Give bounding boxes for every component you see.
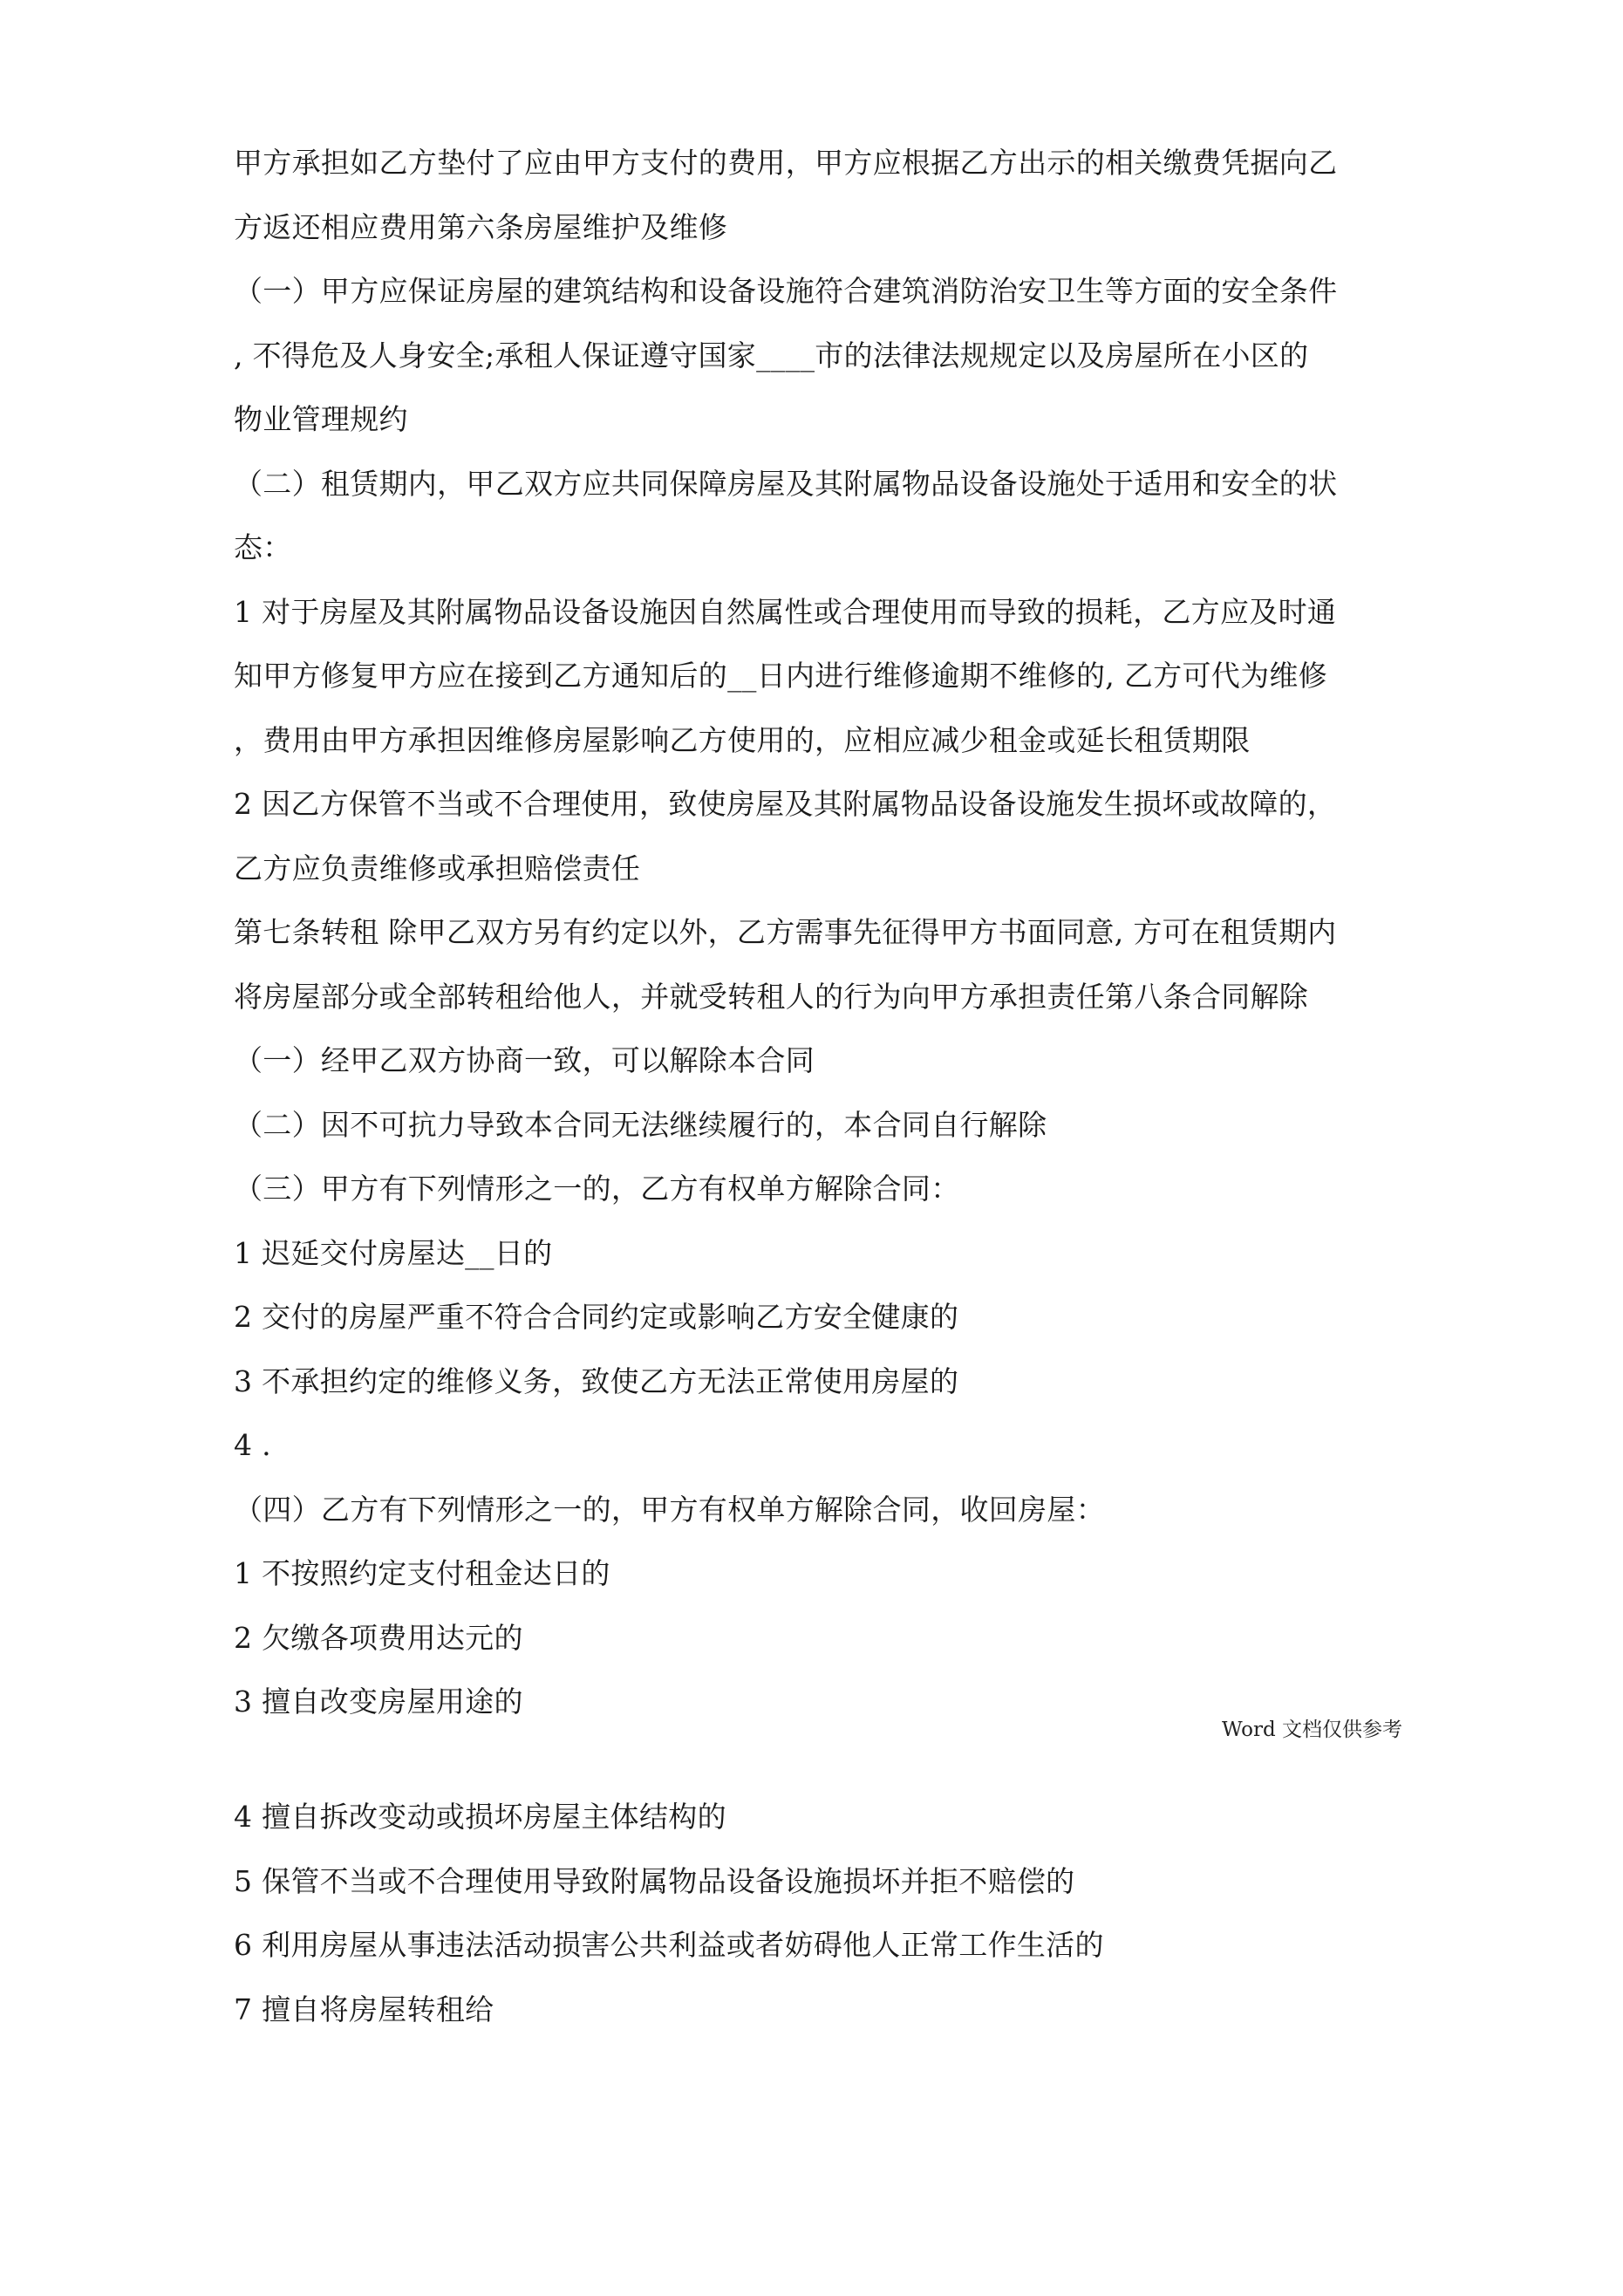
text-line: 将房屋部分或全部转租给他人，并就受转租人的行为向甲方承担责任第八条合同解除 <box>234 979 1309 1014</box>
text-line: 2 交付的房屋严重不符合合同约定或影响乙方安全健康的 <box>234 1300 959 1334</box>
text-line: （二）租赁期内，甲乙双方应共同保障房屋及其附属物品设备设施处于适用和安全的状 <box>234 466 1338 501</box>
text-line: 第七条转租 除甲乙双方另有约定以外，乙方需事先征得甲方书面同意, 方可在租赁期内 <box>234 915 1337 949</box>
text-line: （一）经甲乙双方协商一致，可以解除本合同 <box>234 1043 815 1077</box>
text-line: （一）甲方应保证房屋的建筑结构和设备设施符合建筑消防治安卫生等方面的安全条件 <box>234 274 1338 308</box>
text-line: （二）因不可抗力导致本合同无法继续履行的，本合同自行解除 <box>234 1107 1047 1142</box>
text-line: 1 迟延交付房屋达__日的 <box>234 1235 553 1270</box>
text-line: 方返还相应费用第六条房屋维护及维修 <box>234 209 728 244</box>
text-line: （四）乙方有下列情形之一的，甲方有权单方解除合同，收回房屋： <box>234 1492 1105 1527</box>
text-line: 2 因乙方保管不当或不合理使用，致使房屋及其附属物品设备设施发生损坏或故障的， <box>234 787 1337 821</box>
document-body-bottom <box>234 1785 1402 2041</box>
text-line: 4 擅自拆改变动或损坏房屋主体结构的 <box>234 1800 726 1834</box>
text-line: 1 对于房屋及其附属物品设备设施因自然属性或合理使用而导致的损耗，乙方应及时通 <box>234 594 1337 629</box>
text-line: 1 不按照约定支付租金达日的 <box>234 1556 610 1590</box>
document-body-top <box>234 131 1402 1734</box>
text-line: 7 擅自将房屋转租给 <box>234 1992 494 2026</box>
text-line: 6 利用房屋从事违法活动损害公共利益或者妨碍他人正常工作生活的 <box>234 1928 1104 1962</box>
text-line: 4 . <box>234 1428 271 1462</box>
text-line: 态： <box>234 530 292 564</box>
text-line: 甲方承担如乙方垫付了应由甲方支付的费用，甲方应根据乙方出示的相关缴费凭据向乙 <box>234 146 1338 180</box>
text-line: 3 不承担约定的维修义务，致使乙方无法正常使用房屋的 <box>234 1363 959 1398</box>
text-line: ，费用由甲方承担因维修房屋影响乙方使用的，应相应减少租金或延长租赁期限 <box>234 722 1251 757</box>
footer-note: Word 文档仅供参考 <box>1222 1719 1402 1741</box>
text-line: 知甲方修复甲方应在接到乙方通知后的__日内进行维修逾期不维修的, 乙方可代为维修 <box>234 659 1327 693</box>
text-line: （三）甲方有下列情形之一的，乙方有权单方解除合同： <box>234 1172 960 1206</box>
text-line: 乙方应负责维修或承担赔偿责任 <box>234 851 641 885</box>
text-line: , 不得危及人身安全;承租人保证遵守国家____市的法律法规规定以及房屋所在小区的 <box>234 338 1309 372</box>
text-line: 3 擅自改变房屋用途的 <box>234 1684 523 1719</box>
text-line: 2 欠缴各项费用达元的 <box>234 1620 523 1655</box>
text-line: 5 保管不当或不合理使用导致附属物品设备设施损坏并拒不赔偿的 <box>234 1863 1075 1898</box>
text-line: 物业管理规约 <box>234 402 408 436</box>
